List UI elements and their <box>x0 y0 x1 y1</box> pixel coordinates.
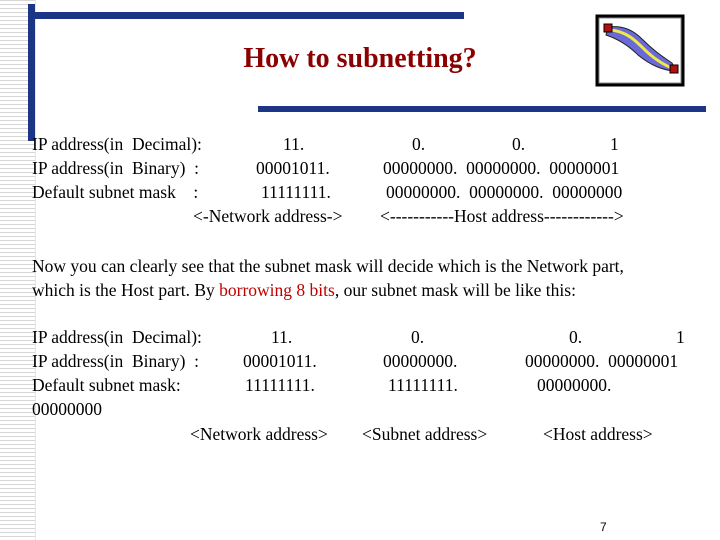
slide-title: How to subnetting? <box>243 43 477 74</box>
t1-r3-octet1: 11111111. <box>261 182 331 202</box>
t2-r1-octet2: 0. <box>411 327 425 347</box>
t2-subnet-address-label: <Subnet address> <box>362 424 488 444</box>
t1-r1-octet4: 1 <box>610 134 619 154</box>
t2-network-address-label: <Network address> <box>190 424 328 444</box>
explanation-line-1: Now you can clearly see that the subnet mask will decide which is the Network part, <box>32 256 624 276</box>
t2-r2-octets-rest: 00000000. 00000001 <box>525 351 679 371</box>
t1-r1-label: IP address(in Decimal): <box>32 134 202 154</box>
title-underline-bar <box>258 106 706 112</box>
explanation-text-end: , our subnet mask will be like this: <box>334 280 576 300</box>
t2-r2-label: IP address(in Binary) : <box>32 351 200 371</box>
t1-r1-octet1: 11. <box>283 134 305 154</box>
page-number: 7 <box>600 520 607 534</box>
t2-r1-octet1: 11. <box>271 327 293 347</box>
t2-r1-octet4: 1 <box>676 327 685 347</box>
t2-r1-label: IP address(in Decimal): <box>32 327 202 347</box>
t1-r3-label: Default subnet mask : <box>32 182 199 202</box>
t1-network-address-label: <-Network address-> <box>193 206 343 226</box>
t2-r3-octet2: 11111111. <box>388 375 458 395</box>
top-accent-bar <box>34 12 464 19</box>
t1-r2-octets-rest: 00000000. 00000000. 00000001 <box>383 158 620 178</box>
t1-r1-octet3: 0. <box>512 134 526 154</box>
t2-r3-octet1: 11111111. <box>245 375 315 395</box>
t1-r2-octet1: 00001011. <box>256 158 330 178</box>
t2-r3-label: Default subnet mask: <box>32 375 181 395</box>
t2-r2-octet1: 00001011. <box>243 351 317 371</box>
t1-r3-octets-rest: 00000000. 00000000. 00000000 <box>386 182 623 202</box>
t2-host-address-label: <Host address> <box>543 424 653 444</box>
t2-r2-octet2: 00000000. <box>383 351 458 371</box>
t2-r1-octet3: 0. <box>569 327 583 347</box>
t2-r3-octet3: 00000000. <box>537 375 612 395</box>
t2-r4-octet4: 00000000 <box>32 399 102 419</box>
t1-r1-octet2: 0. <box>412 134 426 154</box>
t1-host-address-label: <-----------Host address------------> <box>380 206 624 226</box>
explanation-text: which is the Host part. By <box>32 280 220 300</box>
highlight-borrowing: borrowing 8 bits <box>219 280 335 300</box>
t1-r2-label: IP address(in Binary) : <box>32 158 200 178</box>
explanation-line-2 <box>32 280 576 300</box>
